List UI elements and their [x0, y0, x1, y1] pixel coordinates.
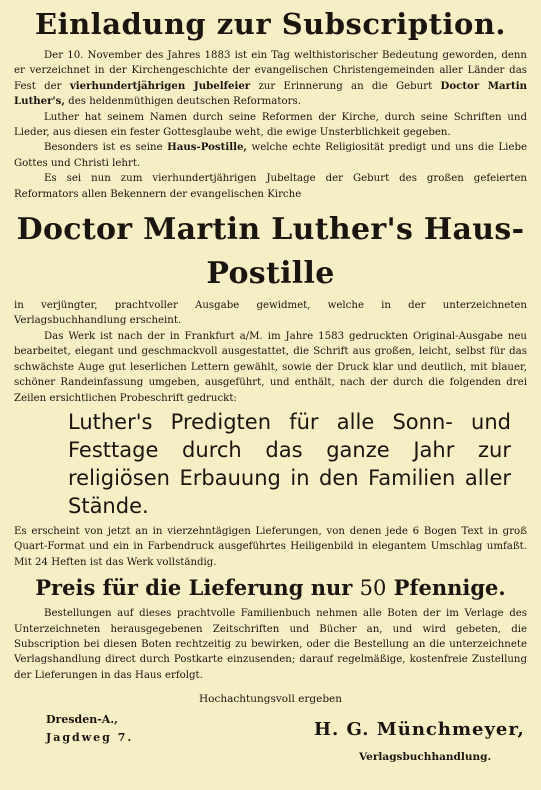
publisher-signature: H. G. Münchmeyer,	[314, 719, 525, 741]
price-label: Preis für die Lieferung nur	[35, 575, 353, 601]
paragraph-edition: in verjüngter, prachtvoller Ausgabe gewidmet, welche in der unterzeichneten Verlagsbuchhandlung erscheint.	[14, 300, 527, 327]
paragraph-postille	[14, 140, 527, 171]
page-title: Einladung zur Subscription.	[34, 7, 507, 41]
postille-name: Haus-Postille,	[167, 141, 247, 154]
greeting: Hochachtungsvoll ergeben	[198, 693, 343, 706]
paragraph-description: Das Werk ist nach der in Frankfurt a/M. im Jahre 1583 gedruckten Original-Ausgabe neu bearbeitet, elegant und geschmackvoll ausgestattet, die Schrift aus großen, leicht, selbst für das schwächste Auge gut leserlichen Lettern gewählt, sowie der Druck klar und deutlich, mit blauer, schöner Randeinfassung umgeben, ausgeführt, und enthält, nach der durch die folgenden drei Zeilen ersichtlichen Probeschrift gedruckt:	[14, 330, 527, 404]
price-line	[14, 574, 527, 602]
paragraph-luther: Luther hat seinem Namen durch seine Reformen der Kirche, durch seine Schriften und Lieder, aus diesen ein fester Gottesglaube weht, die ewige Unsterblichkeit gegeben.	[14, 111, 527, 139]
paragraph-dedication: Es sei nun zum vierhundertjährigen Jubeltage der Geburt des großen gefeierten Reformators allen Bekennern der evangelischen Kirche	[14, 173, 527, 200]
advertisement-page	[0, 4, 541, 790]
postille-text-a: Besonders ist es seine	[44, 142, 168, 154]
paragraph-orders: Bestellungen auf dieses prachtvolle Familienbuch nehmen alle Boten der im Verlage des Unterzeichneten herausgegebenen Zeitschriften und Bücher an, und wird gebeten, die Subscription bei diesen Boten rechtzeitig zu bewirken, oder die Bestellung an die unterzeichnete Verlagshandlung direct durch Postkarte einzusenden; darauf regelmäßige, kostenfreie Zustellung der Lieferungen in das Haus erfolgt.	[14, 608, 527, 681]
intro-text-a: Der 10. November des Jahres 1883 ist ein Tag welthistorischer Bedeutung geworden, denn er verzeichnet in der Kirchengeschichte der evangelischen Christengemeinden aller Länder das Fest der	[14, 50, 527, 92]
address-city: Dresden-A.,	[46, 713, 118, 727]
publisher-firm: Verlagsbuchhandlung.	[359, 751, 492, 764]
address-block	[46, 711, 133, 747]
intro-text-e: des heldenmüthigen deutschen Reformators.	[64, 96, 301, 108]
intro-jubilee: vierhundertjährigen Jubelfeier	[69, 79, 251, 92]
postille-text-c: welche echte Religiosität predigt und uns die Liebe Gottes und Christi lehrt.	[14, 142, 527, 169]
footer	[14, 705, 527, 785]
intro-text-c: zur Erinnerung an die Geburt	[250, 80, 441, 92]
address-street: Jagdweg 7.	[46, 731, 134, 745]
intro-luther-name: Doctor Martin Luther's,	[14, 79, 527, 108]
book-title: Doctor Martin Luther's Haus-Postille	[16, 212, 525, 292]
paragraph-delivery: Es erscheint von jetzt an in vierzehntägigen Lieferungen, von denen jede 6 Bogen Text in groß Quart-Format und ein in Farbendruck ausgeführtes Heiligenbild in elegantem Umschlag umfaßt. Mit 24 Heften ist das Werk vollständig.	[14, 525, 527, 568]
sample-text-quote: Luther's Predigten für alle Sonn- und Festtage durch das ganze Jahr zur religiösen Erbauung in den Familien aller Stände.	[68, 409, 511, 518]
paragraph-intro	[14, 48, 527, 110]
price-unit: Pfennige.	[393, 575, 506, 601]
price-amount: 50	[359, 576, 387, 601]
